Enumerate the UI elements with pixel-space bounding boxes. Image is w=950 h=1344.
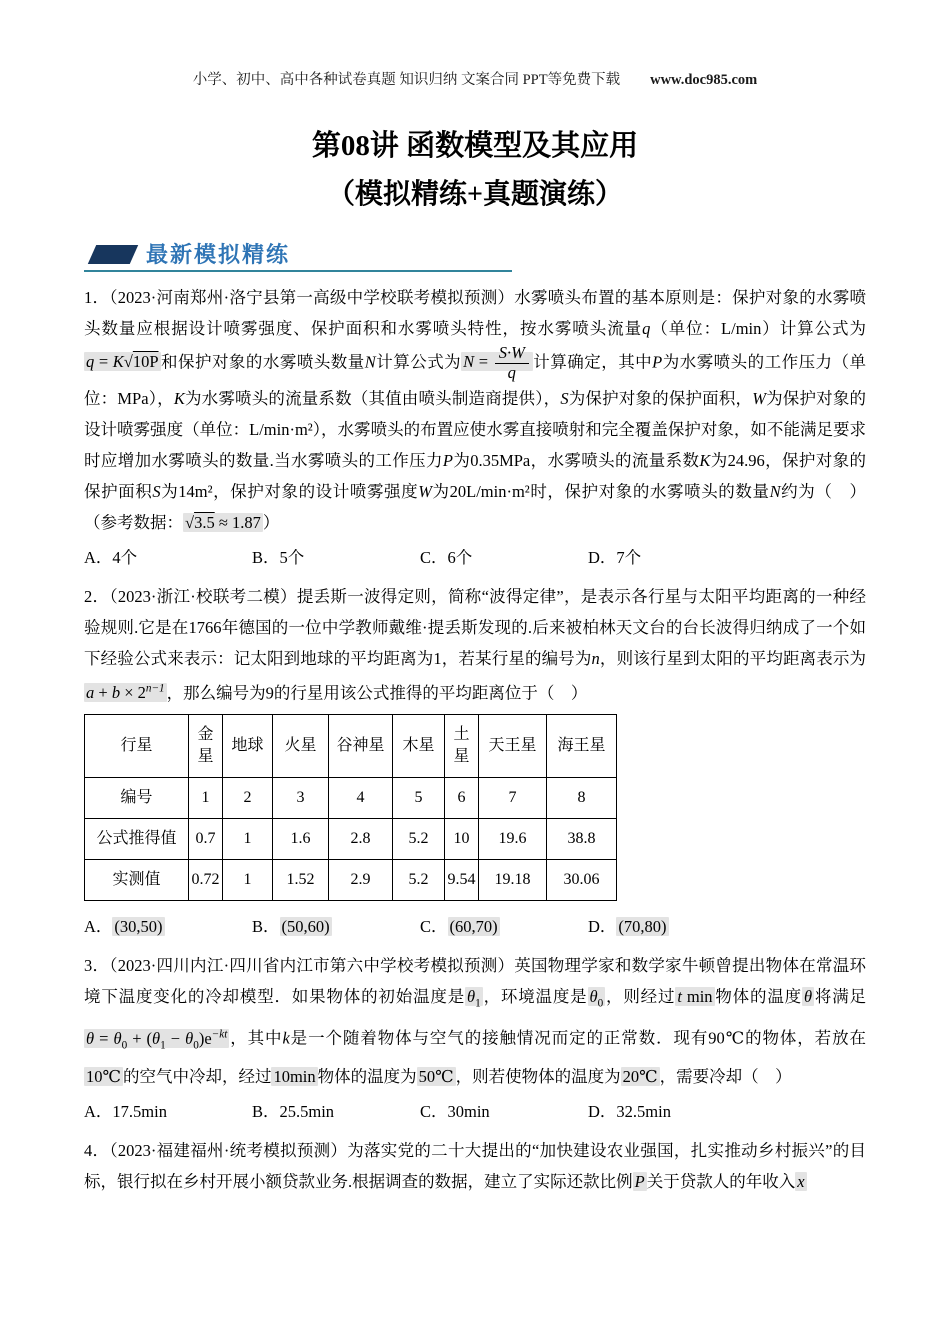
planet-table-cell: 2 bbox=[223, 778, 273, 819]
math-expression: 10min bbox=[273, 1067, 316, 1087]
math-expression: P bbox=[442, 450, 453, 470]
planet-table-row bbox=[85, 715, 617, 778]
site-url: www.doc985.com bbox=[650, 72, 758, 88]
document-title: 第08讲 函数模型及其应用 bbox=[311, 130, 639, 162]
math-expression: N bbox=[769, 481, 781, 501]
question-1-text: 1．（2023·河南郑州·洛宁县第一高级中学校联考模拟预测）水雾喷头布置的基本原则是：保护对象的水雾喷头数量应根据设计喷雾强度、保护面积和水雾喷头特性，按水雾喷头流量q（单位：L/min）计算公式为q = K√10P 和保护对象的水雾喷头数量N计算公式为 N = $\frac{S\cdot W}{q}$ 计算确定，其中P为水雾喷头的工作压力（单位：MPa），K为水雾喷头的流量系数（其值由喷头制造商提供），S为保护对象的保护面积，W为保护对象的设计喷雾强度（单位：L/min·m²），水雾喷头的布置应使水雾直接喷射和完全覆盖保护对象，如不能满足要求时应增加水雾喷头的数量.当水雾喷头的工作压力P为0.35MPa，水雾喷头的流量系数K为24.96，保护对象的保护面积S为14m²，保护对象的设计喷雾强度W为20L/min·m²时，保护对象的水雾喷头的数量N约为（ ）（参考数据： √3.5 ≈ 1.87 ） bbox=[84, 287, 867, 532]
planet-table-cell: 金星 bbox=[189, 715, 223, 778]
math-expression: q = K√10P bbox=[86, 351, 159, 371]
planet-table-cell: 38.8 bbox=[547, 819, 617, 860]
document-subtitle: （模拟精练+真题演练） bbox=[327, 179, 623, 211]
planet-table-row bbox=[85, 778, 617, 819]
math-expression: $\theta = \theta_0 + (\theta_1 - \theta_0)e^{-kt}$ bbox=[86, 1028, 228, 1052]
math-expression: t min bbox=[677, 987, 713, 1007]
planet-table-body bbox=[85, 715, 617, 901]
question-2-option-d: D． (70,80) bbox=[588, 917, 667, 937]
planet-table-cell: 5.2 bbox=[393, 819, 445, 860]
planet-table-cell: 0.7 bbox=[189, 819, 223, 860]
question-2-options bbox=[84, 911, 866, 942]
question-2-option-b: B． (50,60) bbox=[252, 917, 330, 937]
planet-table-cell: 5.2 bbox=[393, 860, 445, 901]
section-title: 最新模拟精练 bbox=[146, 241, 291, 267]
math-expression: q bbox=[642, 318, 651, 338]
planet-table-cell: 公式推得值 bbox=[85, 819, 189, 860]
question-1-option-b: B．5个 bbox=[252, 547, 305, 567]
planet-table-cell: 行星 bbox=[85, 715, 189, 778]
math-expression: S bbox=[560, 388, 569, 408]
question-3-options bbox=[84, 1096, 866, 1127]
section-banner bbox=[84, 241, 512, 272]
planet-table-cell: 19.18 bbox=[479, 860, 547, 901]
question-2-option-a: A． (30,50) bbox=[84, 917, 163, 937]
question-3-option-d: D．32.5min bbox=[588, 1102, 671, 1122]
planet-table-cell: 3 bbox=[273, 778, 329, 819]
planet-table-cell: 8 bbox=[547, 778, 617, 819]
question-3-option-a: A．17.5min bbox=[84, 1102, 167, 1122]
planet-table-cell: 0.72 bbox=[189, 860, 223, 901]
math-expression: $\theta_0$ bbox=[589, 987, 604, 1010]
math-expression: (60,70) bbox=[449, 917, 498, 937]
math-expression: P bbox=[634, 1172, 645, 1192]
planet-table-cell: 7 bbox=[479, 778, 547, 819]
planet-table-cell: 地球 bbox=[223, 715, 273, 778]
planet-table-cell: 1 bbox=[223, 819, 273, 860]
planet-table-cell: 天王星 bbox=[479, 715, 547, 778]
math-expression: (50,60) bbox=[281, 917, 330, 937]
planet-table-cell: 编号 bbox=[85, 778, 189, 819]
math-expression: S bbox=[152, 481, 161, 501]
planet-table-cell: 土星 bbox=[445, 715, 479, 778]
planet-table-cell: 9.54 bbox=[445, 860, 479, 901]
planet-table-row bbox=[85, 819, 617, 860]
planet-table-row bbox=[85, 860, 617, 901]
planet-table-cell: 1.52 bbox=[273, 860, 329, 901]
question-2-text: 2．（2023·浙江·校联考二模）提丢斯一波得定则，简称“波得定律”，是表示各行星与太阳平均距离的一种经验规则.它是在1766年德国的一位中学教师戴维·提丢斯发现的.后来被柏林天文台的台长波得归纳成了一个如下经验公式来表示：记太阳到地球的平均距离为1，若某行星的编号为n，则该行星到太阳的平均距离表示为$a + b \times 2^{n-1}$ ，那么编号为9的行星用该公式推得的平均距离位于（ ） bbox=[84, 586, 867, 703]
math-expression: W bbox=[418, 481, 432, 501]
planet-table-cell: 4 bbox=[329, 778, 393, 819]
question-3-option-c: C．30min bbox=[420, 1102, 490, 1122]
math-expression: (70,80) bbox=[618, 917, 667, 937]
question-3-text: 3．（2023·四川内江·四川省内江市第六中学校考模拟预测）英国物理学家和数学家牛顿曾提出物体在常温环境下温度变化的冷却模型．如果物体的初始温度是 $\theta_1$ ，环境温度是 $\theta_0$ ，则经过 t min 物体的温度 θ 将满足$\theta = \theta_0 + (\theta_1 - \theta_0)e^{-kt}$ ，其中k是一个随着物体与空气的接触情况而定的正常数．现有90℃的物体，若放在10℃ 的空气中冷却，经过 10min 物体的温度为 50℃ ，则若使物体的温度为 20℃ ，需要冷却（ ） bbox=[84, 956, 867, 1087]
math-expression: √3.5 ≈ 1.87 bbox=[185, 512, 261, 532]
question-1-option-a: A．4个 bbox=[84, 547, 138, 567]
math-expression: 20℃ bbox=[622, 1067, 658, 1087]
math-expression: (30,50) bbox=[114, 917, 163, 937]
planet-table-cell: 木星 bbox=[393, 715, 445, 778]
question-1-options bbox=[84, 542, 866, 573]
planet-table-cell: 5 bbox=[393, 778, 445, 819]
math-expression: k bbox=[282, 1028, 290, 1048]
planet-table-cell: 6 bbox=[445, 778, 479, 819]
planet-table-cell: 1 bbox=[223, 860, 273, 901]
planet-table-cell: 谷神星 bbox=[329, 715, 393, 778]
planet-table-cell: 30.06 bbox=[547, 860, 617, 901]
question-4-text: 4．（2023·福建福州·统考模拟预测）为落实党的二十大提出的“加快建设农业强国，扎实推动乡村振兴”的目标，银行拟在乡村开展小额贷款业务.根据调查的数据，建立了实际还款比例 P 关于贷款人的年收入 x bbox=[84, 1141, 866, 1192]
planet-table-cell: 1 bbox=[189, 778, 223, 819]
math-expression: n bbox=[591, 648, 600, 668]
banner-parallelogram-icon bbox=[88, 245, 138, 264]
math-expression: $\theta_1$ bbox=[467, 987, 481, 1010]
math-expression: P bbox=[652, 351, 663, 371]
question-2-option-c: C． (60,70) bbox=[420, 917, 498, 937]
planet-table-cell: 10 bbox=[445, 819, 479, 860]
planet-table-cell: 1.6 bbox=[273, 819, 329, 860]
planet-table-cell: 2.9 bbox=[329, 860, 393, 901]
question-1-option-c: C．6个 bbox=[420, 547, 473, 567]
math-expression: 10℃ bbox=[86, 1067, 121, 1087]
math-expression: N = $\frac{S\cdot W}{q}$ bbox=[461, 352, 533, 371]
page-header bbox=[84, 68, 866, 89]
planet-table-cell: 海王星 bbox=[547, 715, 617, 778]
math-expression: $a + b \times 2^{n-1}$ bbox=[86, 682, 165, 703]
header-text: 小学、初中、高中各种试卷真题 知识归纳 文案合同 PPT等免费下载 bbox=[192, 72, 621, 88]
planet-distance-table bbox=[84, 714, 617, 901]
math-expression: N bbox=[364, 351, 376, 371]
math-expression: θ bbox=[803, 987, 813, 1007]
math-expression: K bbox=[173, 388, 185, 408]
planet-table-cell: 2.8 bbox=[329, 819, 393, 860]
question-3-option-b: B．25.5min bbox=[252, 1102, 335, 1122]
math-expression: W bbox=[752, 388, 766, 408]
math-expression: K bbox=[699, 450, 711, 470]
math-expression: 50℃ bbox=[418, 1067, 454, 1087]
math-expression: x bbox=[797, 1172, 805, 1192]
planet-table-cell: 实测值 bbox=[85, 860, 189, 901]
planet-table-cell: 火星 bbox=[273, 715, 329, 778]
planet-table-cell: 19.6 bbox=[479, 819, 547, 860]
question-1-option-d: D．7个 bbox=[588, 547, 642, 567]
